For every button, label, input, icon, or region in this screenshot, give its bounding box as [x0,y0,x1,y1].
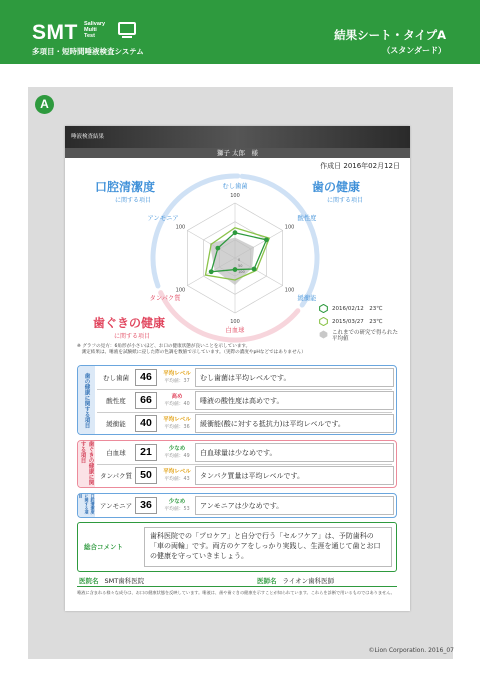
axis-label: タンパク質 [149,295,181,302]
row-level: 少なめ 平均値：49 [164,445,190,459]
row-name: アンモニア [99,502,133,510]
row-comment: タンパク質量は平均レベルです。 [195,466,394,485]
scale-label: 0 [238,258,241,262]
row-level: 高め 平均値：40 [164,393,190,407]
heading-oral: 口腔清潔度 [95,180,156,194]
smt-logo: SMT [32,21,78,44]
row-name: 白血球 [106,449,126,457]
result-sheet [65,126,410,611]
hexagon-icon [319,330,328,339]
doctor-name: 医師名 ライオン歯科医師 [257,577,335,585]
page-title: 結果シート・タイプA [334,28,446,42]
section-badge: A [35,95,54,114]
result-row [97,367,394,388]
oral-results-group [77,493,397,518]
row-name: むし歯菌 [103,374,129,382]
row-comment: 白血球量は少なめです。 [195,443,394,462]
row-value: 50 [135,467,157,484]
legend-item: 2015/03/27 23℃ [319,317,402,326]
group-label: 口腔清潔度に関する項目 [78,494,95,517]
row-comment: アンモニアは少なめです。 [195,496,394,515]
max-label: 100 [230,193,240,199]
result-row [97,465,394,486]
row-level: 少なめ 平均値：53 [164,498,190,512]
data-point [233,267,238,272]
app-header [0,0,480,64]
row-level: 平均レベル 平均値：43 [163,468,191,482]
heading-gum: 歯ぐきの健康 [93,316,166,330]
row-level: 平均レベル 平均値：36 [163,416,191,430]
max-label: 100 [284,224,295,231]
scale-label: 100 [238,270,245,274]
max-label: 100 [175,287,186,294]
created-date: 作成日 2016年02月12日 [320,162,400,170]
heading-oral-sub: に関する項目 [115,197,152,204]
summary-comment: 歯科医院での「プロケア」と自分で行う「セルフケア」は、予防歯科の「車の両輪」です。両方のケアをしっかり実践し、生涯を通じて歯とお口の健康を守っていきましょう。 [144,527,392,567]
result-row [97,495,394,516]
row-name: 緩衝能 [106,420,126,428]
max-label: 100 [284,287,295,294]
data-point [233,230,238,235]
signature-line [77,586,397,587]
result-row [97,442,394,463]
data-point [252,267,257,272]
summary-label: 総合コメント [84,543,123,551]
axis-label: アンモニア [147,215,179,222]
result-row [97,390,394,411]
graph-footnote: ※ グラフの見方：6角形が小さいほど、お口の健康状態が良いことを示しています。 測定結果は、唾液を試験紙に浸した際の色調を数値で示しています。（実際の濃度やpHなどではありません） [77,344,306,355]
row-value: 46 [135,369,157,386]
summary-box [77,522,397,572]
hexagon-icon [319,304,328,313]
monitor-icon [118,22,136,35]
page-subtitle: （スタンダード） [382,46,446,55]
max-label: 100 [175,224,186,231]
group-label: 歯ぐきの健康に関する項目 [79,441,94,485]
sheet-title: 唾液検査結果 [71,134,105,140]
row-comment: 唾液の酸性度は高めです。 [195,391,394,410]
group-label: 歯の健康に関する項目 [78,366,95,434]
scale-label: 50 [238,264,243,268]
row-comment: 緩衝能(酸に対する抵抗力)は平均レベルです。 [195,414,394,433]
axis-label: むし歯菌 [222,183,248,190]
heading-teeth-sub: に関する項目 [327,197,364,204]
data-point [264,237,269,242]
row-name: 酸性度 [106,397,126,405]
row-value: 21 [135,444,157,461]
data-point [215,246,220,251]
max-label: 100 [230,319,240,325]
chart-legend [319,304,402,346]
copyright: ©Lion Corporation. 2016_07 [368,647,454,654]
row-value: 66 [135,392,157,409]
clinic-name: 医院名 SMT歯科医院 [79,577,145,585]
row-level: 平均レベル 平均値：37 [163,370,191,384]
legend-item: これまでの研究で得られた平均値 [319,330,402,342]
axis-label: 酸性度 [297,215,317,222]
row-value: 40 [135,415,157,432]
heading-teeth: 歯の健康 [312,180,361,194]
axis-label: 緩衝能 [297,295,317,302]
axis-label: 白血球 [225,327,245,334]
hexagon-icon [319,317,328,326]
gum-results-group [77,440,397,488]
patient-name: 獅子 太郎 様 [65,148,410,158]
radar-chart [130,166,330,346]
logo-subtitle: Salivary Multi Test [84,21,106,39]
row-value: 36 [135,497,157,514]
disclaimer: 唾液に含まれる様々な成分は、お口の健康状態を反映しています。唾液は、歯や歯ぐきの健康を示すことが知られています。これらを診断で用いるものではありません。 [77,590,395,595]
system-name: 多項目・短時間唾液検査システム [32,47,144,56]
row-name: タンパク質 [99,472,133,480]
result-row [97,413,394,434]
teeth-results-group [77,365,397,435]
data-point [209,269,214,274]
heading-gum-sub: に関する項目 [114,333,151,340]
legend-item: 2016/02/12 23℃ [319,304,402,313]
sheet-title-bar [65,126,410,148]
row-comment: むし歯菌は平均レベルです。 [195,368,394,387]
